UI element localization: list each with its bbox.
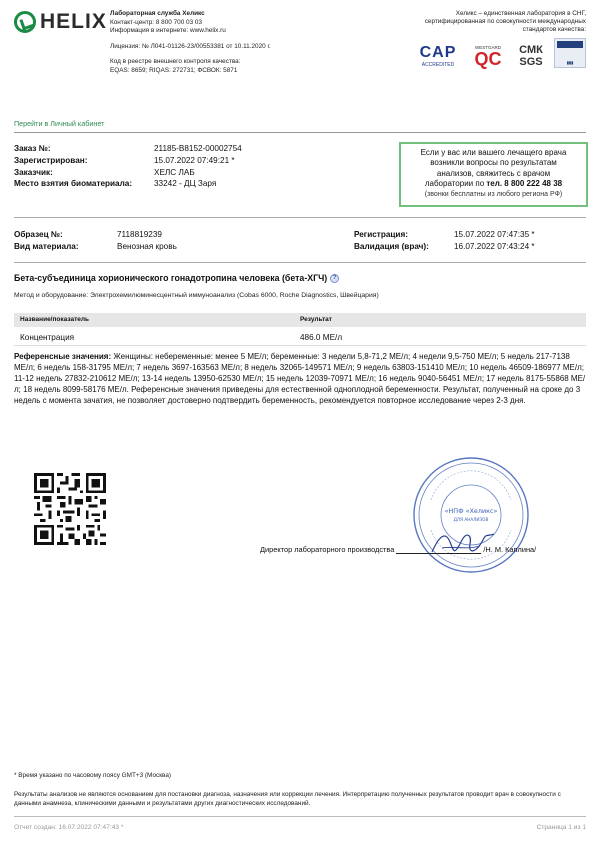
report-created: Отчет создан: 16.07.2022 07:47:43 *	[14, 824, 124, 831]
row-result: 486.0 МЕ/л	[300, 333, 343, 342]
slogan-line: Хеликс – единственная лаборатория в СНГ,	[455, 10, 586, 17]
slogan-line: стандартов качества:	[522, 26, 586, 34]
slogan-line: сертифицированная по совокупности международных	[424, 18, 586, 26]
test-method: Метод и оборудование: Электрохемилюминесцентный иммуноанализ (Cobas 6000, Roche Diagnostics, Швейцария)	[14, 292, 379, 299]
disclaimer: Результаты анализов не являются основанием для постановки диагноза, назначения или коррекции лечения. Интерпретацию полученных результатов проводит врач в совокупности с данными анамнеза, клиническими данными и результатами других диагностических исследований.	[14, 791, 561, 807]
info-text: анализов, свяжитесь с врачом	[436, 168, 551, 178]
order-label: Зарегистрирован:	[14, 155, 88, 165]
divider	[14, 816, 586, 817]
collection-place: 33242 - ДЦ Заря	[154, 179, 217, 189]
doctor-phone[interactable]: тел. 8 800 222 48 38	[486, 179, 563, 189]
info-text: возникли вопросы по результатам	[430, 158, 557, 168]
info-text: Если у вас или вашего лечащего врача	[420, 148, 567, 157]
table-row	[14, 330, 586, 346]
reference-values	[14, 351, 586, 406]
cap-small: ACCREDITED	[421, 62, 455, 68]
order-label: Заказчик:	[14, 167, 53, 177]
divider	[14, 262, 586, 263]
qr-code-icon[interactable]	[34, 473, 106, 545]
results-table-header	[14, 313, 586, 327]
stamp-text: «НПФ «Хеликс»	[444, 507, 498, 515]
contact-center: Контакт-центр: 8 800 700 03 03	[110, 18, 203, 26]
cap-accredited-logo	[414, 44, 462, 68]
sample-labels	[14, 229, 79, 253]
personal-cabinet-link[interactable]: Перейти в Личный кабинет	[14, 119, 105, 128]
lab-name: Лабораторная служба Хеликс	[110, 10, 205, 17]
sgs-logo	[514, 44, 548, 68]
signature-line	[396, 547, 481, 554]
info-note: (звонки бесплатны из любого региона РФ)	[424, 190, 563, 198]
column-name: Название/показатель	[20, 316, 90, 323]
signature-icon	[428, 528, 498, 560]
header-lab-info	[110, 10, 271, 76]
refs-label: Референсные значения:	[14, 352, 112, 361]
divider	[14, 217, 586, 218]
qc-label: WESTGARD	[474, 45, 501, 50]
westgard-qc-logo	[468, 45, 508, 68]
registration-labels	[354, 229, 429, 253]
question-icon[interactable]: ?	[330, 274, 339, 283]
sample-label: Образец №:	[14, 230, 63, 239]
validation-date: 16.07.2022 07:43:24 *	[454, 241, 535, 251]
order-values	[154, 143, 242, 190]
order-label: Место взятия биоматериала:	[14, 179, 133, 189]
registered-date: 15.07.2022 07:49:21 *	[154, 155, 235, 165]
logo-text: HELIX	[40, 10, 107, 33]
registration-date: 15.07.2022 07:47:35 *	[454, 230, 535, 239]
registration-label: Регистрация:	[354, 230, 408, 239]
stamp-subtext: ДЛЯ АНАЛИЗОВ	[453, 517, 489, 522]
sample-label: Вид материала:	[14, 241, 79, 251]
material-type: Венозная кровь	[117, 241, 177, 251]
sample-values	[117, 229, 177, 253]
helix-logo	[14, 10, 107, 34]
row-name: Концентрация	[20, 333, 75, 342]
order-number: 21185-B8152-00002754	[154, 144, 242, 153]
certifications	[414, 38, 586, 68]
refs-text: Женщины: небеременные: менее 5 МЕ/л; беременные: 3 недели 5,8-71,2 МЕ/л; 4 недели 9,5-750 МЕ/л; 5 недель 217-7138 МЕ/л; 6 недель 158-31795 МЕ/л; 7 недель 3697-163563 МЕ/л; 8 недель 32065-149571 МЕ/л; 9 недель 63803-151410 МЕ/л; 10 недель 46509-186977 МЕ/л; 11-12 недель 27832-210612 МЕ/л; 13-14 недель 13950-62530 МЕ/л; 15 недель 12039-70971 МЕ/л; 16 недель 9040-56451 МЕ/л; 17 недель 8175-55868 МЕ/л; 18 недель 8099-58176 МЕ/л. Референсные значения приведены для естественной одноплодной беременности. Результат, полученный на сроке до 3 недель с момента зачатия, не позволяет достоверно подтвердить беременность, рекомендуется повторное исследование через 2-3 дня.	[14, 352, 586, 405]
sgs-bottom: SGS	[519, 56, 543, 68]
test-title	[14, 273, 339, 283]
cap-big: CAP	[419, 44, 457, 61]
timezone-footnote: * Время указано по часовому поясу GMT+3 (Москва)	[14, 772, 172, 779]
iso-certificate-badge-icon: ▮▮▮	[554, 38, 586, 68]
registration-label: Валидация (врач):	[354, 241, 429, 251]
page-counter: Страница 1 из 1	[536, 824, 586, 831]
registry-line: Код в реестре внешнего контроля качества:	[110, 58, 241, 66]
registry-codes: EQAS: 8659; RIQAS: 272731; ФСВОК: 5871	[110, 66, 238, 74]
helix-logo-icon	[14, 11, 36, 33]
internet-info: Информация в интернете: www.helix.ru	[110, 27, 226, 35]
test-title-text: Бета-субъединица хорионического гонадотропина человека (бета-ХГЧ)	[14, 273, 328, 283]
sgs-top: СМК	[519, 44, 543, 56]
doctor-contact-box	[399, 142, 588, 207]
director-signature-line	[260, 545, 536, 554]
order-labels	[14, 143, 132, 190]
qc-big: QC	[474, 49, 502, 69]
divider	[14, 132, 586, 133]
header-slogan	[391, 10, 586, 35]
license: Лицензия: № Л041-01126-23/00553381 от 10.11.2020 г.	[110, 42, 271, 50]
director-name: /Н. М. Каплина/	[483, 545, 537, 554]
registration-values	[454, 229, 535, 253]
director-title: Директор лабораторного производства	[260, 545, 395, 554]
order-label: Заказ №:	[14, 144, 51, 153]
customer: ХЕЛС ЛАБ	[154, 167, 195, 177]
sample-number: 7118819239	[117, 230, 162, 239]
info-text: лаборатории по	[424, 179, 485, 189]
column-result: Результат	[300, 316, 332, 323]
